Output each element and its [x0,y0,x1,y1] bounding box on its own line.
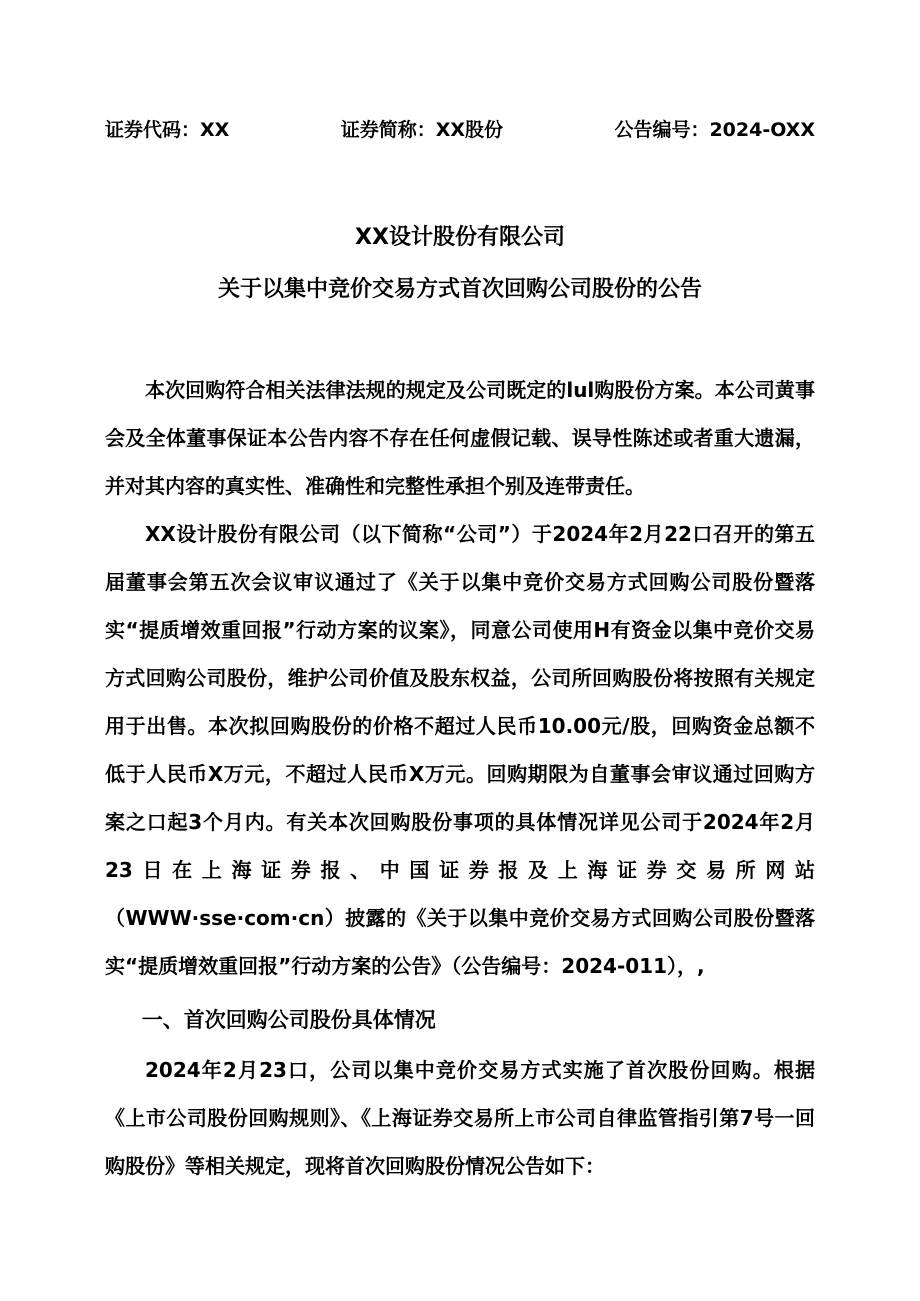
section-heading-first-buyback: 一、首次回购公司股份具体情况 [141,1008,436,1032]
document-subtitle: 关于以集中竞价交易方式首次回购公司股份的公告 [217,277,702,302]
announcement-number: 公告编号：2024-OXX [614,119,815,141]
stock-code: 证券代码：XX [105,119,230,141]
document-header-row [105,118,815,142]
paragraph-buyback-plan: XX设计股份有限公司（以下简称“公司”）于2024年2月22口召开的第五届董事会第五次会议审议通过了《关于以集中竞价交易方式回购公司股份暨落实“提质增效重回报”行动方案的议案》，同意公司使用H有资金以集中竞价交易方式回购公司股份，维护公司价值及股东权益，公司所回购股份将按照有关规定用于出售。本次拟回购股份的价格不超过人民币10.00元/股，回购资金总额不低于人民币X万元，不超过人民币X万元。回购期限为自董事会审议通过回购方案之口起3个月内。有关本次回购股份事项的具体情况详见公司于2024年2月23日在上海证券报、中国证券报及上海证券交易所网站（WWW·sse·com·cn）披露的《关于以集中竞价交易方式回购公司股份暨落实“提质增效重回报”行动方案的公告》（公告编号：2024-011），, [105,522,815,978]
document-body [105,366,815,1190]
paragraph-first-buyback-intro: 2024年2月23口，公司以集中竞价交易方式实施了首次股份回购。根据《上市公司股份回购规则》、《上海证券交易所上市公司自律监管指引第7号一回购股份》等相关规定，现将首次回购股份情况公告如下： [105,1058,815,1178]
stock-abbr: 证券简称：XX股份 [340,119,504,141]
document-title: XX设计股份有限公司 [355,225,565,250]
paragraph-disclaimer: 本次回购符合相关法律法规的规定及公司既定的lul购股份方案。本公司黄事会及全体董事保证本公告内容不存在任何虚假记载、误导性陈述或者重大遗漏，并对其内容的真实性、准确性和完整性承担个别及连带责任。 [105,378,815,498]
